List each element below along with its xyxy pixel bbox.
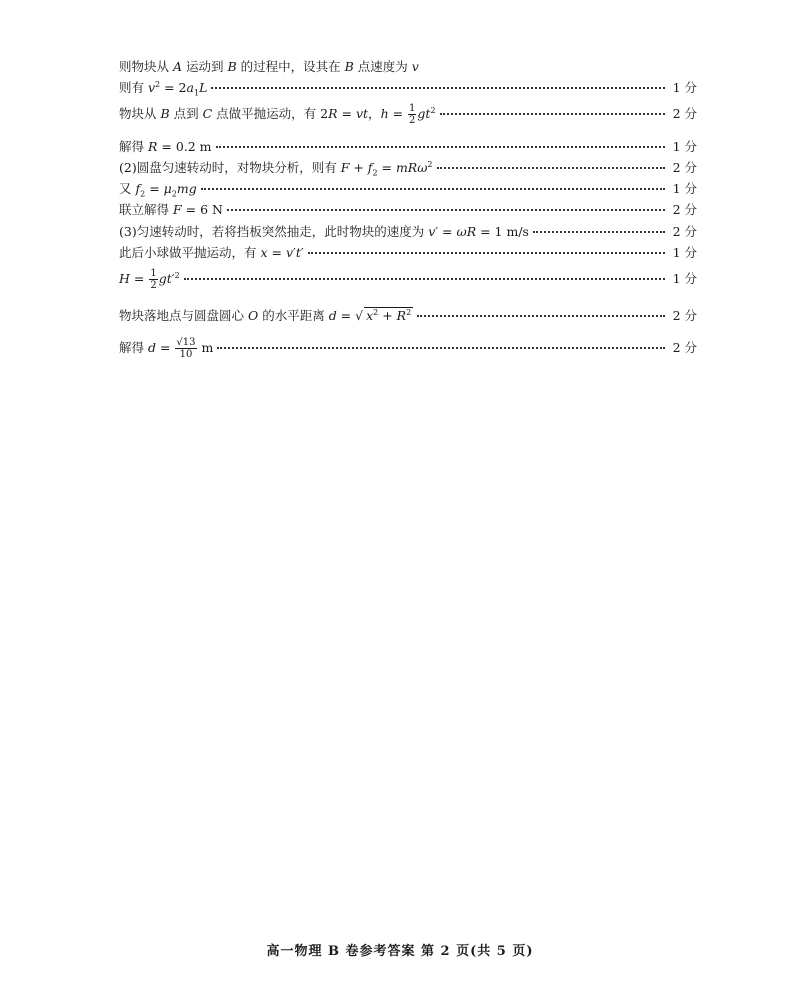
answer-line-9: 此后小球做平抛运动，有 x = v′t′ 1 分: [119, 245, 697, 260]
score-label: 2 分: [672, 224, 697, 239]
leader-dots: [440, 113, 665, 115]
leader-dots: [211, 87, 665, 89]
score-label: 2 分: [672, 308, 697, 323]
score-label: 2 分: [672, 340, 697, 355]
leader-dots: [217, 347, 665, 349]
leader-dots: [437, 167, 665, 169]
score-label: 1 分: [672, 139, 697, 154]
answer-line-8: (3)匀速转动时，若将挡板突然抽走，此时物块的速度为 v′ = ωR = 1 m/s 2 分: [119, 224, 697, 239]
score-label: 2 分: [672, 160, 697, 175]
answer-line-5: (2)圆盘匀速转动时，对物块分析，则有 $F + f_2 = mR\omega^2$ 2 分: [119, 159, 697, 178]
answer-line-10: H = $\frac{1}{2}$ $gt'^2$ 1 分: [119, 268, 697, 291]
answer-line-7: 联立解得 F = 6 N 2 分: [119, 202, 697, 217]
answer-line-2: 则有 $v^2 = 2a_1L$ 1 分: [119, 79, 697, 98]
answer-line-1: 则物块从 A 运动到 B 的过程中，设其在 B 点速度为 v: [119, 59, 419, 74]
score-label: 1 分: [672, 181, 697, 196]
answer-line-12: 解得 d = $\frac{√13}{10}$ m 2 分: [119, 337, 697, 360]
leader-dots: [533, 231, 665, 233]
leader-dots: [216, 146, 665, 148]
page-footer: 高一物理 B 卷参考答案 第 2 页(共 5 页): [266, 944, 534, 959]
leader-dots: [417, 315, 665, 317]
leader-dots: [308, 252, 665, 254]
score-label: 1 分: [672, 271, 697, 286]
answer-line-6: 又 $f_2 = \mu_2mg$ 1 分: [119, 181, 697, 199]
answer-line-3: 物块从 B 点到 C 点做平抛运动，有 2R = vt，h = $\frac{1}{2}$ $gt^2$ 2 分: [119, 103, 697, 126]
score-label: 2 分: [672, 202, 697, 217]
answer-line-4: 解得 R = 0.2 m 1 分: [119, 139, 697, 154]
score-label: 2 分: [672, 106, 697, 121]
leader-dots: [184, 278, 665, 280]
answer-line-11: 物块落地点与圆盘圆心 O 的水平距离 d = √ $x^2 + R^2$ 2 分: [119, 307, 697, 323]
score-label: 1 分: [672, 80, 697, 95]
leader-dots: [201, 188, 665, 190]
score-label: 1 分: [672, 245, 697, 260]
leader-dots: [227, 209, 665, 211]
